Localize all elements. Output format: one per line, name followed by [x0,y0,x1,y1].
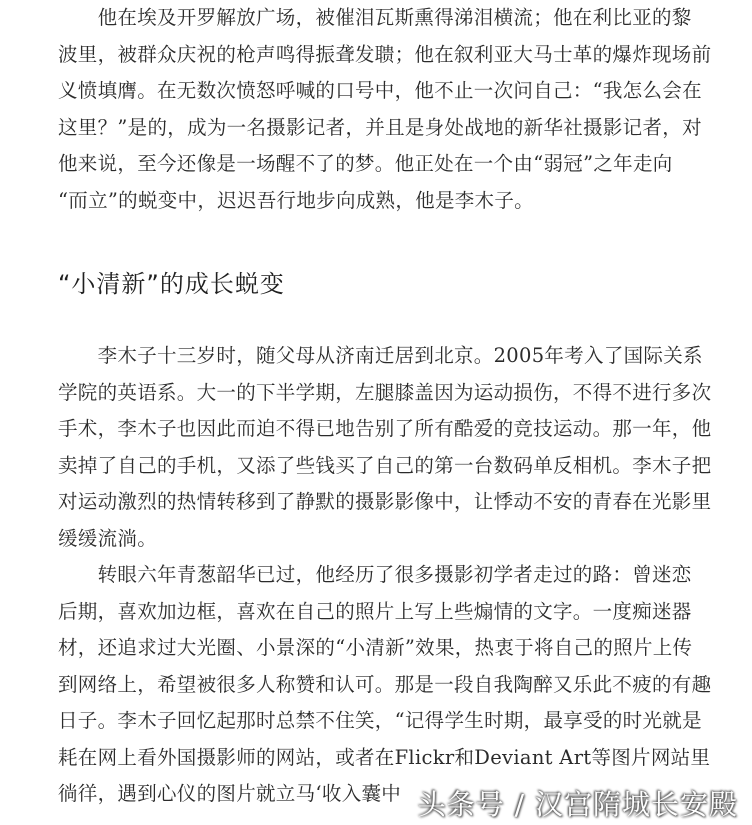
text-line: 日子。李木子回忆起那时总禁不住笑，“记得学生时期，最享受的时光就是 [58,709,702,732]
paragraph-war-reporter [58,0,712,219]
text-line: 他在埃及开罗解放广场，被催泪瓦斯熏得涕泪横流；他在利比亚的黎 [58,6,692,29]
text-line: 波里，被群众庆祝的枪声鸣得振聋发聩；他在叙利亚大马士革的爆炸现场前 [58,42,712,66]
text-line: 徜徉，遇到心仪的图片就立马‘收入囊中 [58,782,402,805]
paragraph-learning-years [58,557,712,813]
text-line: 后期，喜欢加边框，喜欢在自己的照片上写上些煽情的文字。一度痴迷器 [58,599,692,623]
text-line: 缓缓流淌。 [58,526,158,550]
text-line: 材，还追求过大光圈、小景深的“小清新”效果，热衷于将自己的照片上传 [58,636,693,659]
text-line: 义愤填膺。在无数次愤怒呼喊的口号中，他不止一次问自己：“我怎么会在 [58,79,702,102]
text-line: 手术，李木子也因此而迫不得已地告别了所有酷爱的竞技运动。那一年，他 [58,417,712,440]
text-line: 耗在网上看外国摄影师的网站，或者在Flickr和Deviant Art等图片网站里 [58,745,711,769]
text-line: 学院的英语系。大一的下半学期，左腿膝盖因为运动损伤，不得不进行多次 [58,380,712,404]
text-line: 这里？”是的，成为一名摄影记者，并且是身处战地的新华社摄影记者，对 [58,115,702,139]
watermark: 头条号 / 汉宫隋城长安殿 [417,788,738,821]
text-line: 卖掉了自己的手机，又添了些钱买了自己的第一台数码单反相机。李木子把 [58,453,712,477]
text-line: 李木子十三岁时，随父母从济南迁居到北京。2005年考入了国际关系 [58,344,703,367]
section-heading: “小清新”的成长蜕变 [58,270,285,298]
text-line: 他来说，至今还像是一场醒不了的梦。他正处在一个由“弱冠”之年走向 [58,152,673,175]
text-line: “而立”的蜕变中，迟迟吾行地步向成熟，他是李木子。 [58,188,534,212]
text-line: 对运动激烈的热情转移到了静默的摄影影像中，让悸动不安的青春在光影里 [58,490,712,513]
paragraph-early-life [58,338,712,557]
text-line: 到网络上，希望被很多人称赞和认可。那是一段自我陶醉又乐此不疲的有趣 [58,672,712,696]
text-line: 转眼六年青葱韶华已过，他经历了很多摄影初学者走过的路：曾迷恋 [58,563,692,586]
